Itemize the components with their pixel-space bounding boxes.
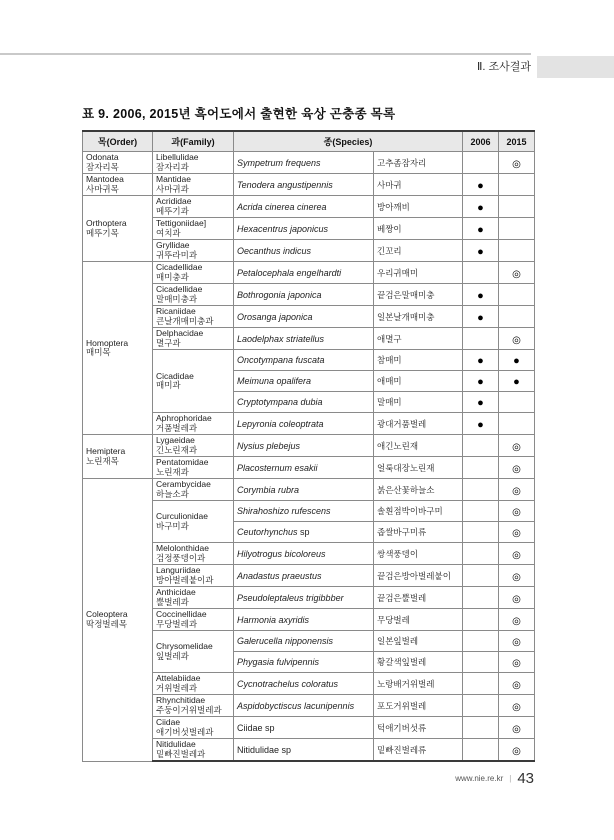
mark-2015-cell [499,609,535,631]
double-circle-mark: ◎ [512,268,521,280]
page-footer [455,770,534,787]
mark-2006-cell [463,631,499,652]
filled-circle-mark: ● [477,397,484,409]
double-circle-mark: ◎ [512,723,521,735]
species-latin-cell: Lepyronia coleoptrata [234,413,374,435]
family-cell: Coccinellidae 무당벌레과 [153,609,234,631]
mark-2015-cell [499,152,535,174]
species-row [83,174,535,196]
mark-2006-cell [463,262,499,284]
species-korean-cell: 긴꼬리 [374,240,463,262]
species-korean-cell: 끝검은방아벌레붙이 [374,565,463,587]
family-cell: Mantidae 사마귀과 [153,174,234,196]
filled-circle-mark: ● [477,418,484,431]
mark-2006-cell [463,739,499,762]
species-latin-cell: Sympetrum frequens [234,152,374,174]
mark-2015-cell [499,717,535,739]
header-2006: 2006 [463,131,499,152]
family-cell: Rhynchitidae 주둥이거위벌레과 [153,695,234,717]
order-cell: Hemiptera 노린재목 [83,435,153,479]
family-cell: Lygaeidae 긴노린재과 [153,435,234,457]
species-korean-cell: 황갈색잎벌레 [374,652,463,673]
mark-2006-cell [463,174,499,196]
mark-2015-cell [499,457,535,479]
mark-2015-cell [499,174,535,196]
table-caption: 표 9. 2006, 2015년 흑어도에서 출현한 육상 곤충종 목록 [82,107,396,121]
mark-2006-cell [463,240,499,262]
header-family: 과(Family) [153,131,234,152]
species-latin-cell: Pseudoleptaleus trigibbber [234,587,374,609]
mark-2015-cell [499,673,535,695]
family-cell: Ciidae 애기버섯벌레과 [153,717,234,739]
family-cell: Anthicidae 뿔벌레과 [153,587,234,609]
species-korean-cell: 끝검은뿔벌레 [374,587,463,609]
mark-2015-cell [499,284,535,306]
species-latin-cell: Phygasia fulvipennis [234,652,374,673]
family-cell: Languriidae 방아벌레붙이과 [153,565,234,587]
filled-circle-mark: ● [477,223,484,236]
mark-2006-cell [463,371,499,392]
double-circle-mark: ◎ [512,745,521,757]
mark-2015-cell [499,371,535,392]
mark-2015-cell [499,392,535,413]
species-latin-cell: Shirahoshizo rufescens [234,501,374,522]
mark-2006-cell [463,479,499,501]
family-cell: Cicadellidae 매미충과 [153,262,234,284]
species-korean-cell: 방아깨비 [374,196,463,218]
double-circle-mark: ◎ [512,615,521,627]
filled-circle-mark: ● [477,245,484,258]
species-latin-cell: Ceutorhynchus sp [234,522,374,543]
species-korean-cell: 무당벌레 [374,609,463,631]
species-row [83,435,535,457]
species-korean-cell: 우리귀매미 [374,262,463,284]
mark-2015-cell [499,218,535,240]
family-cell: Ricaniidae 큰날개매미충과 [153,306,234,328]
double-circle-mark: ◎ [512,549,521,561]
species-row [83,196,535,218]
family-cell: Attelabiidae 거위벌레과 [153,673,234,695]
mark-2006-cell [463,695,499,717]
double-circle-mark: ◎ [512,463,521,475]
header-rule [0,53,531,55]
species-latin-cell: Petalocephala engelhardti [234,262,374,284]
double-circle-mark: ◎ [512,701,521,713]
mark-2006-cell [463,196,499,218]
family-cell: Acrididae 메뚜기과 [153,196,234,218]
species-korean-cell: 포도거위벌레 [374,695,463,717]
header-2015: 2015 [499,131,535,152]
species-korean-cell: 노랑배거위벌레 [374,673,463,695]
mark-2006-cell [463,413,499,435]
mark-2006-cell [463,609,499,631]
family-cell: Gryllidae 귀뚜라미과 [153,240,234,262]
family-cell: Cicadidae 매미과 [153,350,234,413]
species-row [83,262,535,284]
species-korean-cell: 고추좀잠자리 [374,152,463,174]
page-edge-tab [537,56,614,78]
species-korean-cell: 애매미 [374,371,463,392]
species-latin-cell: Hilyotrogus bicoloreus [234,543,374,565]
header-species: 종(Species) [234,131,463,152]
mark-2006-cell [463,435,499,457]
filled-circle-mark: ● [513,355,520,367]
filled-circle-mark: ● [513,376,520,388]
species-latin-cell: Corymbia rubra [234,479,374,501]
family-cell: Curculionidae 바구미과 [153,501,234,543]
mark-2015-cell [499,413,535,435]
mark-2015-cell [499,479,535,501]
species-latin-cell: Cryptotympana dubia [234,392,374,413]
species-korean-cell: 일본날개매미충 [374,306,463,328]
species-latin-cell: Cycnotrachelus coloratus [234,673,374,695]
header-order: 목(Order) [83,131,153,152]
species-latin-cell: Hexacentrus japonicus [234,218,374,240]
mark-2006-cell [463,152,499,174]
mark-2006-cell [463,673,499,695]
mark-2015-cell [499,522,535,543]
double-circle-mark: ◎ [512,158,521,170]
family-cell: Cicadellidae 말매미충과 [153,284,234,306]
family-cell: Chrysomelidae 잎벌레과 [153,631,234,673]
mark-2015-cell [499,501,535,522]
species-latin-cell: Nitidulidae sp [234,739,374,762]
species-row [83,479,535,501]
species-latin-cell: Tenodera angustipennis [234,174,374,196]
species-korean-cell: 좁쌀바구미류 [374,522,463,543]
mark-2015-cell [499,435,535,457]
species-latin-cell: Oecanthus indicus [234,240,374,262]
mark-2015-cell [499,262,535,284]
species-latin-cell: Anadastus praeustus [234,565,374,587]
mark-2006-cell [463,457,499,479]
double-circle-mark: ◎ [512,637,521,648]
order-cell: Mantodea 사마귀목 [83,174,153,196]
species-latin-cell: Acrida cinerea cinerea [234,196,374,218]
species-latin-cell: Placosternum esakii [234,457,374,479]
species-latin-cell: Galerucella nipponensis [234,631,374,652]
species-korean-cell: 사마귀 [374,174,463,196]
species-table [82,130,535,762]
species-latin-cell: Bothrogonia japonica [234,284,374,306]
mark-2006-cell [463,392,499,413]
species-korean-cell: 베짱이 [374,218,463,240]
mark-2015-cell [499,306,535,328]
double-circle-mark: ◎ [512,658,521,669]
filled-circle-mark: ● [477,311,484,324]
order-cell: Orthoptera 메뚜기목 [83,196,153,262]
family-cell: Pentatomidae 노린재과 [153,457,234,479]
mark-2006-cell [463,522,499,543]
double-circle-mark: ◎ [512,507,521,518]
species-latin-cell: Aspidobyctiscus lacunipennis [234,695,374,717]
filled-circle-mark: ● [477,376,484,388]
species-latin-cell: Ciidae sp [234,717,374,739]
mark-2015-cell [499,631,535,652]
species-korean-cell: 턱애기버섯류 [374,717,463,739]
species-korean-cell: 말매미 [374,392,463,413]
double-circle-mark: ◎ [512,528,521,539]
species-latin-cell: Laodelphax striatellus [234,328,374,350]
species-korean-cell: 쌍색풍뎅이 [374,543,463,565]
mark-2006-cell [463,543,499,565]
family-cell: Delphacidae 멸구과 [153,328,234,350]
species-latin-cell: Oncotympana fuscata [234,350,374,371]
species-korean-cell: 애긴노린재 [374,435,463,457]
table-header-row [83,131,535,152]
mark-2006-cell [463,306,499,328]
double-circle-mark: ◎ [512,485,521,497]
filled-circle-mark: ● [477,355,484,367]
double-circle-mark: ◎ [512,441,521,453]
mark-2006-cell [463,587,499,609]
species-latin-cell: Harmonia axyridis [234,609,374,631]
mark-2015-cell [499,587,535,609]
species-korean-cell: 일본잎벌레 [374,631,463,652]
mark-2006-cell [463,284,499,306]
page-number: 43 [517,770,534,787]
mark-2006-cell [463,717,499,739]
order-cell: Homoptera 매미목 [83,262,153,435]
filled-circle-mark: ● [477,289,484,302]
species-row [83,152,535,174]
double-circle-mark: ◎ [512,593,521,605]
species-latin-cell: Nysius plebejus [234,435,374,457]
order-cell: Odonata 잠자리목 [83,152,153,174]
mark-2015-cell [499,565,535,587]
site-url: www.nie.re.kr [455,774,504,783]
mark-2015-cell [499,196,535,218]
mark-2015-cell [499,350,535,371]
species-latin-cell: Meimuna opalifera [234,371,374,392]
mark-2015-cell [499,240,535,262]
mark-2006-cell [463,218,499,240]
species-korean-cell: 밑빠진벌레류 [374,739,463,762]
filled-circle-mark: ● [477,179,484,192]
species-korean-cell: 얼룩대장노린재 [374,457,463,479]
double-circle-mark: ◎ [512,334,521,346]
double-circle-mark: ◎ [512,679,521,691]
species-korean-cell: 광대거품벌레 [374,413,463,435]
species-korean-cell: 참매미 [374,350,463,371]
species-korean-cell: 붉은산꽃하늘소 [374,479,463,501]
mark-2015-cell [499,328,535,350]
species-latin-cell: Orosanga japonica [234,306,374,328]
species-korean-cell: 솔흰점박이바구미 [374,501,463,522]
order-cell: Coleoptera 딱정벌레목 [83,479,153,762]
filled-circle-mark: ● [477,201,484,214]
mark-2015-cell [499,695,535,717]
mark-2006-cell [463,350,499,371]
family-cell: Libellulidae 잠자리과 [153,152,234,174]
mark-2015-cell [499,543,535,565]
species-korean-cell: 끝검은말매미충 [374,284,463,306]
footer-separator: | [509,774,512,783]
family-cell: Cerambycidae 하늘소과 [153,479,234,501]
family-cell: Aphrophoridae 거품벌레과 [153,413,234,435]
mark-2015-cell [499,739,535,762]
family-cell: Melolonthidae 검정풍뎅이과 [153,543,234,565]
mark-2006-cell [463,565,499,587]
family-cell: Tettigoniidae] 여치과 [153,218,234,240]
mark-2006-cell [463,652,499,673]
species-korean-cell: 애멸구 [374,328,463,350]
mark-2006-cell [463,328,499,350]
mark-2006-cell [463,501,499,522]
double-circle-mark: ◎ [512,571,521,583]
family-cell: Nitidulidae 밑빠진벌레과 [153,739,234,762]
mark-2015-cell [499,652,535,673]
section-heading: Ⅱ. 조사결과 [476,61,531,73]
